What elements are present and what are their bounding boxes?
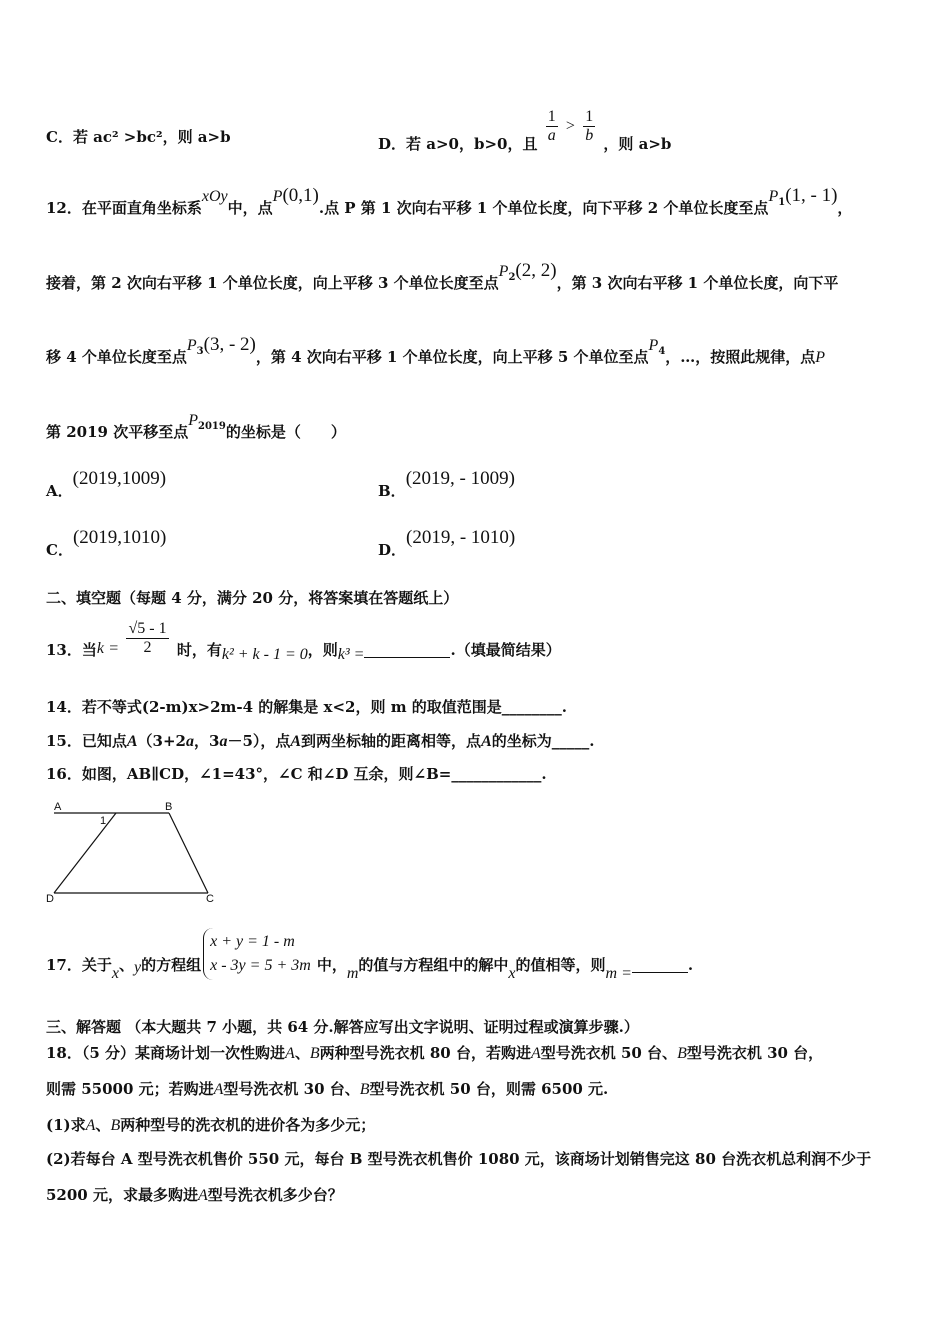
q12-option-c: C．(2019,1010)	[46, 527, 167, 559]
segment-d-to-ab	[54, 813, 116, 893]
segment-bc	[169, 813, 208, 893]
q18-line-1: 18．（5 分）某商场计划一次性购进A、B两种型号洗衣机 80 台，若购进A型号洗衣机 50 台、B型号洗衣机 30 台，	[46, 1044, 824, 1062]
q12-option-b: B．(2019, - 1009)	[378, 468, 515, 500]
q12-line-4: 第 2019 次平移至点$P^{2019}$的坐标是（ ）	[46, 412, 346, 441]
q18-part-2-line-2: 5200 元，求最多购进A型号洗衣机多少台？	[46, 1186, 343, 1204]
label-b: B	[165, 801, 173, 813]
q17-answer-blank[interactable]	[632, 956, 688, 973]
q16-trapezoid-figure	[44, 796, 224, 908]
fraction-k-value: $\frac{√5 - 1}{2}$	[128, 620, 167, 656]
label-c: C	[206, 893, 214, 905]
q18-part-1: (1)求A、B两种型号的洗衣机的进价各为多少元；	[46, 1116, 376, 1134]
q18-line-2: 则需 55000 元；若购进A型号洗衣机 30 台、B型号洗衣机 50 台，则需 6500 元.	[46, 1080, 609, 1098]
q12-line-2: 接着，第 2 次向右平移 1 个单位长度，向上平移 3 个单位长度至点$P^2(2$, 2)，第 3 次向右平移 1 个单位长度，向下平	[46, 260, 839, 292]
q11-option-c: C．若 ac² >bc²，则 a>b	[46, 128, 231, 146]
label-angle-1: 1	[100, 815, 107, 827]
section-3-heading: 三、解答题 （本大题共 7 小题，共 64 分.解答应写出文字说明、证明过程或演算步骤.）	[46, 1018, 639, 1036]
fraction-1-over-b: $\frac{1}{b}$	[585, 108, 594, 144]
equation-system: x + y = 1 - m x - 3y = 5 + 3m	[203, 928, 315, 980]
section-2-heading: 二、填空题（每题 4 分，满分 20 分，将答案填在答题纸上）	[46, 589, 459, 607]
q12-line-1: 12．在平面直角坐标系xOy中，点P(0,1).点 P 第 1 次向右平移 1 个单位长度，向下平移 2 个单位长度至点$P^1(1$, - 1)，	[46, 185, 853, 217]
q17: 17．关于x、y的方程组x + y = 1 - m x - 3y = 5 + 3m 中，m的值与方程组中的解中x的值相等，则m = .	[46, 928, 693, 980]
q18-part-2-line-1: (2)若每台 A 型号洗衣机售价 550 元，每台 B 型号洗衣机售价 1080 元，该商场计划销售完这 80 台洗衣机总利润不少于	[46, 1150, 872, 1168]
label-d: D	[46, 893, 54, 905]
q13: 13．当k = $\frac{√5 - 1}{2}$ 时，有k² + k - 1 = 0，则k³ = .（填最简结果）	[46, 620, 561, 663]
fraction-1-over-a: $\frac{1}{a}$	[547, 108, 556, 144]
label-a: A	[54, 801, 62, 813]
q13-answer-blank[interactable]	[364, 641, 450, 658]
q16: 16．如图，AB∥CD，∠1=43°，∠C 和∠D 互余，则∠B=____________.	[46, 765, 547, 783]
q12-option-d: D．(2019, - 1010)	[378, 527, 516, 559]
q12-line-3: 移 4 个单位长度至点$P^3(3$, - 2)，第 4 次向右平移 1 个单位长度，向上平移 5 个单位至点$P^4$，…，按照此规律，点P	[46, 334, 826, 366]
q14: 14．若不等式(2-m)x>2m-4 的解集是 x<2，则 m 的取值范围是________.	[46, 698, 568, 716]
q11-option-d: D．若 a>0，b>0，且 $\frac{1}{a}$ > $\frac{1}{b}$ ，则 a>b	[378, 108, 672, 153]
q12-option-a: A．(2019,1009)	[46, 468, 167, 500]
q15: 15．已知点A（3+2a，3a－5），点A到两坐标轴的距离相等，点A的坐标为_____.	[46, 732, 595, 750]
